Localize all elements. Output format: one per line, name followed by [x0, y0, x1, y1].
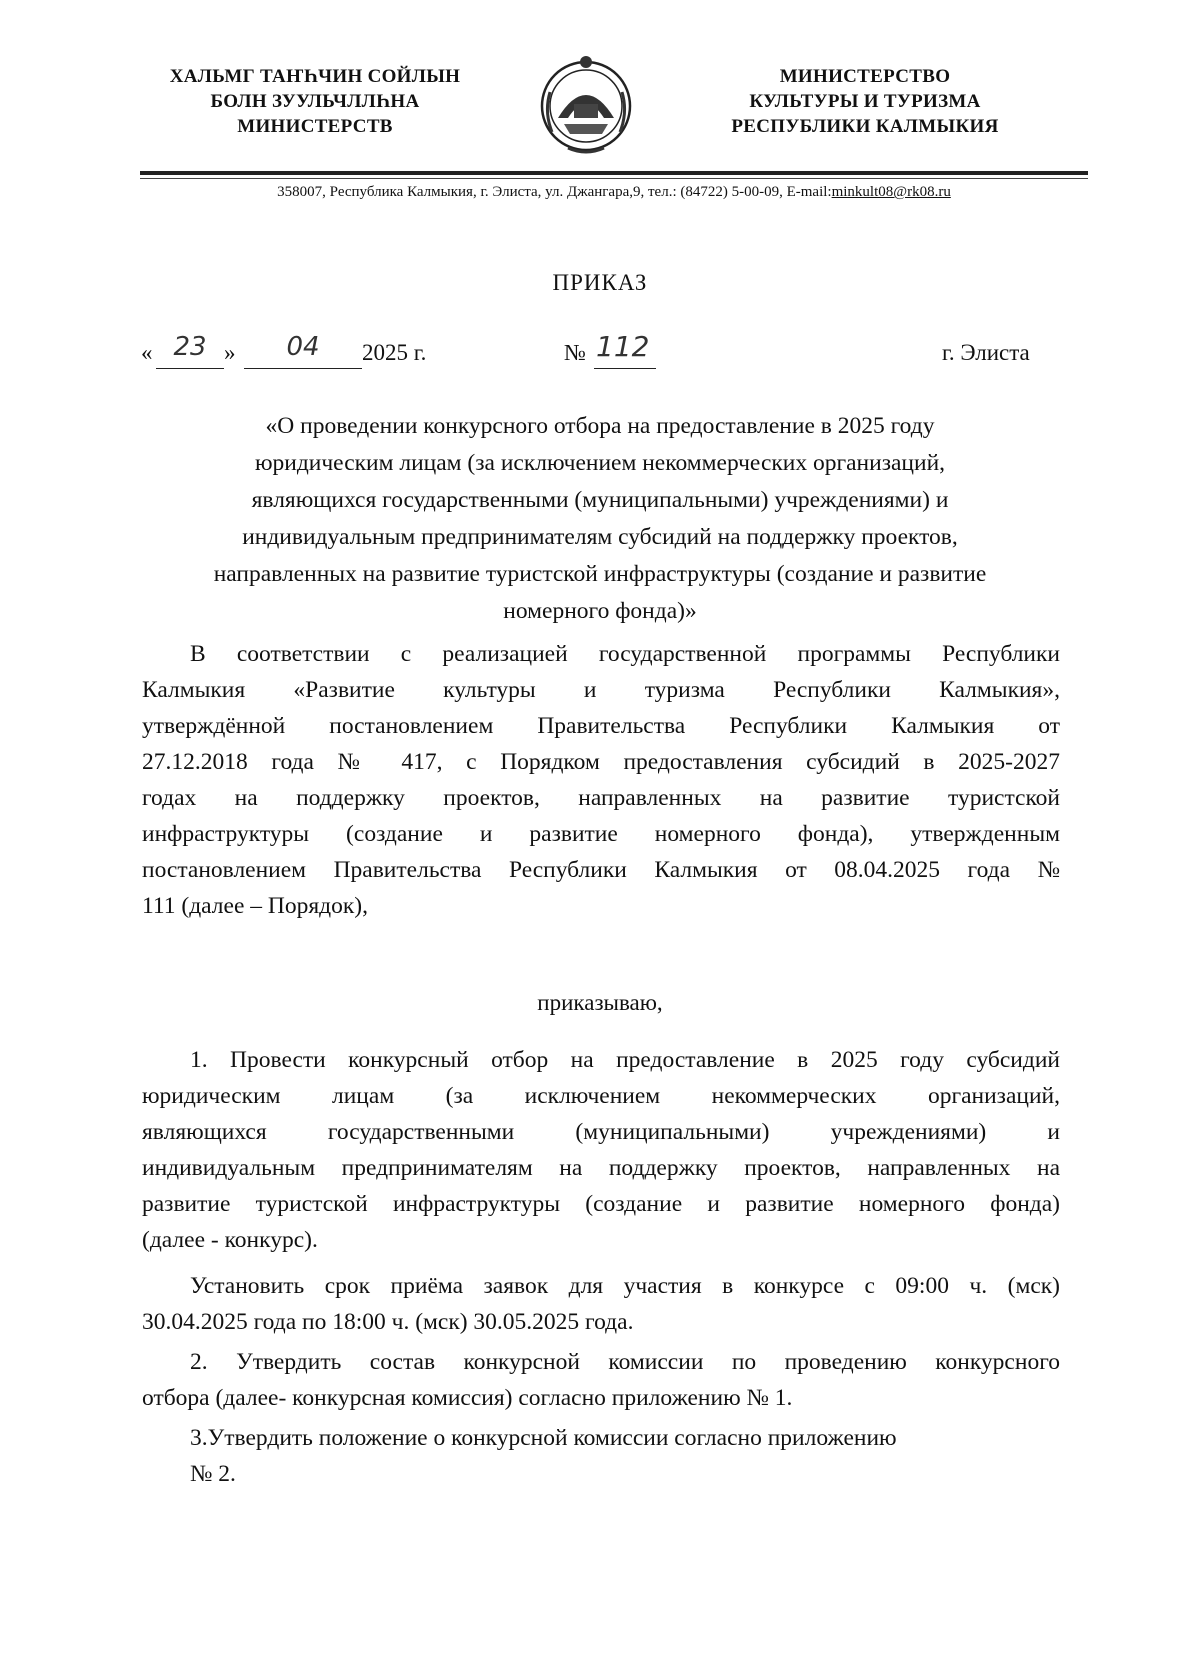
order-word: приказываю,: [537, 990, 663, 1015]
header-kalmyk-ministry-name: [150, 64, 480, 139]
document-title: ПРИКАЗ: [552, 270, 648, 295]
preamble-line: постановлением Правительства Республики Калмыкия от 08.04.2025 года №: [142, 857, 1060, 883]
item-1-line: индивидуальным предпринимателям на поддержку проектов, направленных на: [142, 1155, 1060, 1181]
header-right-line: РЕСПУБЛИКИ КАЛМЫКИЯ: [731, 116, 999, 137]
header-divider-thin: [140, 178, 1088, 179]
email-link[interactable]: minkult08@rk08.ru: [831, 184, 951, 200]
preamble-line: Калмыкия «Развитие культуры и туризма Республики Калмыкия»,: [142, 677, 1060, 703]
item-1-paragraph: [142, 1042, 1060, 1258]
date-month-handwritten: 04: [286, 332, 320, 362]
preamble-line: утверждённой постановлением Правительства Республики Калмыкия от: [142, 713, 1060, 739]
date-number-line: [0, 330, 1200, 376]
item-3-paragraph: [142, 1420, 1060, 1492]
item-1-line: развитие туристской инфраструктуры (создание и развитие номерного фонда): [142, 1191, 1060, 1217]
address-text: 358007, Республика Калмыкия, г. Элиста, ул. Джангара,9, тел.: (84722) 5-00-09, E-mail:: [277, 184, 832, 200]
preamble-line: годах на поддержку проектов, направленных на развитие туристской: [142, 785, 1060, 811]
subject-line: юридическим лицам (за исключением некоммерческих организаций,: [254, 450, 946, 476]
preamble-line: 27.12.2018 года № 417, с Порядком предоставления субсидий в 2025-2027: [142, 749, 1060, 775]
item-3-line: № 2.: [190, 1461, 236, 1487]
header-right-line: КУЛЬТУРЫ И ТУРИЗМА: [749, 91, 981, 112]
item-1-line: являющихся государственными (муниципальными) учреждениями) и: [142, 1119, 1060, 1145]
subject-line: являющихся государственными (муниципальными) учреждениями) и: [251, 487, 949, 513]
header-divider-thick: [140, 171, 1088, 175]
header-right-line: МИНИСТЕРСТВО: [779, 66, 951, 87]
item-1-line: (далее - конкурс).: [142, 1227, 318, 1253]
preamble-line: 111 (далее – Порядок),: [142, 893, 368, 919]
item-1-line: 1. Провести конкурсный отбор на предоставление в 2025 году субсидий: [190, 1047, 1060, 1073]
item-2-line: отбора (далее- конкурсная комиссия) согласно приложению № 1.: [142, 1385, 793, 1411]
preamble-line: инфраструктуры (создание и развитие номерного фонда), утвержденным: [142, 821, 1060, 847]
item-3-line: 3.Утвердить положение о конкурсной комиссии согласно приложению: [190, 1425, 897, 1451]
subject-line: направленных на развитие туристской инфраструктуры (создание и развитие: [213, 561, 987, 587]
date-year: 2025 г.: [362, 340, 427, 365]
item-2-line: 2. Утвердить состав конкурсной комиссии по проведению конкурсного: [190, 1349, 1060, 1375]
order-number-underline: [594, 368, 656, 369]
date-day-handwritten: 23: [173, 332, 207, 362]
date-open-quote: «: [141, 340, 153, 365]
header-left-line: БОЛН ЗУУЛЬЧЛЛҺНА: [210, 91, 420, 112]
preamble-paragraph: [142, 636, 1060, 924]
header-left-line: МИНИСТЕРСТВ: [237, 116, 393, 137]
header-russian-ministry-name: [700, 64, 1030, 139]
address-line: [140, 184, 1088, 201]
subject-line: индивидуальным предпринимателям субсидий на поддержку проектов,: [242, 524, 958, 550]
item-1-line: юридическим лицам (за исключением некоммерческих организаций,: [142, 1083, 1060, 1109]
deadline-paragraph: [142, 1268, 1060, 1340]
subject-line: «О проведении конкурсного отбора на предоставление в 2025 году: [265, 413, 935, 439]
date-day-underline: [156, 368, 224, 369]
number-sign: №: [564, 340, 586, 365]
coat-of-arms-emblem-icon: [538, 52, 634, 160]
order-number-handwritten: 112: [596, 330, 650, 363]
preamble-line: В соответствии с реализацией государственной программы Республики: [190, 641, 1060, 667]
header-left-line: ХАЛЬМГ ТАҤҺЧИН СОЙЛЫН: [169, 66, 461, 87]
deadline-line: 30.04.2025 года по 18:00 ч. (мск) 30.05.2025 года.: [142, 1309, 634, 1335]
item-2-paragraph: [142, 1344, 1060, 1416]
deadline-line: Установить срок приёма заявок для участия в конкурсе с 09:00 ч. (мск): [190, 1273, 1060, 1299]
subject-line: номерного фонда)»: [503, 598, 697, 624]
order-subject: [150, 408, 1050, 630]
date-close-quote: »: [224, 340, 236, 365]
city: г. Элиста: [942, 340, 1030, 365]
date-month-underline: [244, 368, 362, 369]
